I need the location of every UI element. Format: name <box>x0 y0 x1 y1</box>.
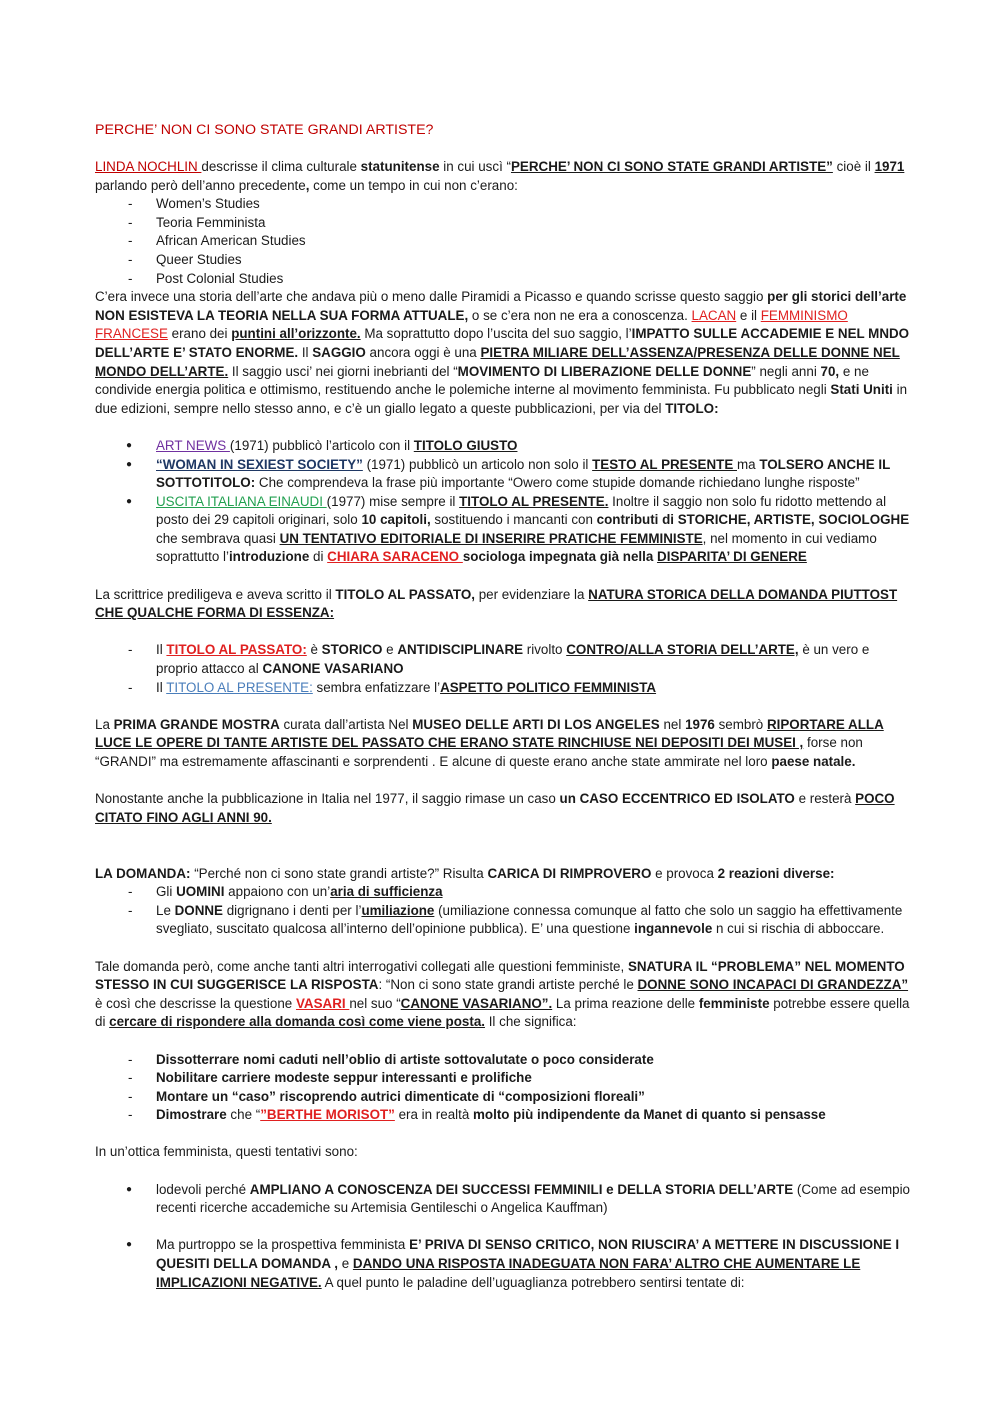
list-item <box>95 883 910 902</box>
text-run: PRIMA GRANDE MOSTRA <box>113 716 280 732</box>
text-run: (1977) mise sempre il <box>326 493 460 509</box>
text-run: sostituendo i mancanti con <box>430 512 597 528</box>
title-tense-paragraph <box>95 586 910 623</box>
text-run: Inoltre il saggio non solo fu ridotto mettendo al posto dei 29 capitoli originari, solo <box>156 493 887 528</box>
list-item <box>95 679 910 698</box>
text-emphasis <box>638 977 909 992</box>
text-run: 1976 <box>685 716 715 732</box>
text-run: 2 reazioni diverse: <box>717 865 835 881</box>
text-run: Nonostante anche la pubblicazione in Italia nel 1977, il saggio rimase un caso <box>95 791 560 807</box>
italy-paragraph <box>95 790 910 827</box>
text-run: statunitense <box>360 159 440 174</box>
text-run: La scrittrice prediligeva e aveva scritto il <box>95 586 336 602</box>
text-emphasis <box>511 159 833 174</box>
actions-list <box>95 1051 910 1125</box>
text-run: Gli <box>156 884 177 900</box>
text-run: sembrò <box>714 716 767 732</box>
text-run: MOVIMENTO DI LIBERAZIONE DELLE DONNE <box>457 363 752 379</box>
text-run: NATURA STORICA DELLA DOMANDA PIUTTOST CHE QUALCHE FORMA DI ESSENZA: <box>95 586 898 621</box>
text-run: per gli storici dell’arte NON ESISTEVA LA TEORIA NELLA SUA FORMA ATTUALE, <box>95 289 907 323</box>
text-run: Dissotterrare nomi caduti nell’oblio di artiste sottovalutate o poco considerate <box>156 1051 654 1067</box>
text-run: che “ <box>226 1107 261 1123</box>
text-run: CANONE VASARIANO <box>262 661 404 677</box>
text-run: (1971) pubblicò l’articolo con il <box>229 437 414 453</box>
text-run: lodevoli perché <box>156 1181 250 1197</box>
text-run: 70, <box>820 363 840 379</box>
text-run: UN TENTATIVO EDITORIALE DI INSERIRE PRATICHE FEMMINISTE <box>279 530 703 546</box>
text-run: paese natale. <box>771 754 856 769</box>
text-emphasis <box>657 549 807 564</box>
text-run: ASPETTO POLITICO FEMMINISTA <box>440 679 657 695</box>
text-run: parlando però dell’anno precedente <box>95 177 306 193</box>
text-run: erano dei <box>167 326 232 342</box>
list-item <box>95 456 910 493</box>
text-run: A quel punto le paladine dell’uguaglianza potrebbero sentirsi tentate di: <box>321 1274 745 1290</box>
text-run: , nel momento in cui vediamo soprattutto l’ <box>156 530 877 565</box>
list-item <box>95 1088 910 1107</box>
text-run: DONNE <box>174 902 223 918</box>
text-run: Le <box>156 902 175 918</box>
text-run: LA DOMANDA: <box>95 865 191 881</box>
text-run: per evidenziare la <box>475 586 589 602</box>
text-run: in due edizioni, sempre nello stesso anno, e c’è un giallo legato a queste pubblicazioni, per via del <box>95 382 908 416</box>
text-emphasis <box>875 159 905 174</box>
text-run: Il <box>156 679 167 695</box>
text-run: “Perché non ci sono state grandi artiste?” Risulta <box>190 865 488 881</box>
list-item: - Queer Studies <box>95 251 910 270</box>
intro-paragraph <box>95 158 910 195</box>
text-emphasis <box>280 531 703 546</box>
text-run: curata dall’artista Nel <box>279 716 413 732</box>
text-run: TITOLO AL PASSATO: <box>166 642 307 658</box>
text-run: 10 capitoli, <box>361 512 431 528</box>
text-run: cercare di rispondere alla domanda così come viene posta. <box>109 1014 485 1030</box>
text-run: Tale domanda però, come anche tanti altri interrogativi collegati alle questioni femministe, <box>95 958 628 974</box>
text-run: TOLSERO ANCHE IL SOTTOTITOLO: <box>156 456 891 491</box>
text-run: forse non “GRANDI” ma estremamente affascinanti e sorprendenti . E alcune di queste erano anche state ammirate nel loro <box>95 735 863 769</box>
text-run: Il <box>156 642 167 658</box>
text-run: come un tempo in cui non c’erano: <box>309 177 518 193</box>
text-emphasis <box>296 996 349 1011</box>
text-run: rivolto <box>523 642 567 658</box>
text-run: e il <box>736 307 761 323</box>
list-item: - Teoria Femminista <box>95 214 910 233</box>
evaluation-list <box>95 1181 910 1293</box>
text-run: nel <box>659 716 686 732</box>
text-emphasis <box>327 549 463 564</box>
list-item <box>95 902 910 939</box>
list-item <box>95 641 910 678</box>
book-title: PERCHE’ NON CI SONO STATE GRANDI ARTISTE” <box>510 159 833 174</box>
text-emphasis <box>330 884 442 899</box>
text-run: è un vero e proprio attacco al <box>156 642 870 677</box>
text-run: : “Non ci sono state grandi artiste perché le <box>378 977 638 993</box>
publications-list <box>95 437 910 567</box>
text-run: e <box>382 642 398 658</box>
text-run: RIPORTARE ALLA LUCE LE OPERE DI TANTE ARTISTE DEL PASSATO CHE ERANO STATE RINCHIUSE NEI DEPOSITI DEI MUSEI , <box>95 716 884 751</box>
list-item: - African American Studies <box>95 232 910 251</box>
text-emphasis <box>156 457 363 472</box>
text-run: ingannevole <box>634 921 713 937</box>
text-run: TITOLO AL PRESENTE: <box>166 679 313 695</box>
text-run: TITOLO AL PASSATO, <box>335 586 476 602</box>
text-run: e ne condivide energia politica e ottimismo, restituendo anche le polemiche interne al movimento femminista. Fu pubblicato negli <box>95 363 869 398</box>
text-run: ART NEWS <box>156 437 230 453</box>
history-paragraph <box>95 288 910 418</box>
text-run: femministe <box>698 995 770 1011</box>
text-run: POCO CITATO FINO AGLI ANNI 90. <box>95 791 895 825</box>
text-run: Ma purtroppo se la prospettiva femminista <box>156 1237 410 1253</box>
text-run: AMPLIANO A CONOSCENZA DEI SUCCESSI FEMMINILI e DELLA STORIA DELL’ARTE <box>249 1181 794 1197</box>
list-item <box>95 493 910 567</box>
list-item <box>95 1181 910 1218</box>
text-emphasis <box>566 642 798 657</box>
text-run: ” negli anni <box>751 363 821 379</box>
text-run: è <box>306 642 322 658</box>
text-run: SNATURA IL “PROBLEMA” NEL MOMENTO STESSO IN CUI SUGGERISCE LA RISPOSTA <box>95 958 905 993</box>
text-run: e provoca <box>651 865 718 881</box>
text-emphasis <box>109 1014 485 1029</box>
text-run: TITOLO GIUSTO <box>413 437 518 453</box>
list-item: - Women’s Studies <box>95 195 910 214</box>
text-run: (Come ad esempio recenti ricerche accademiche su Artemisia Gentileschi o Angelica Kauffman) <box>156 1181 910 1216</box>
text-run: TESTO AL PRESENTE <box>592 456 737 472</box>
text-emphasis <box>231 326 360 341</box>
text-run: e <box>338 1256 353 1272</box>
text-emphasis <box>361 903 434 918</box>
text-run: E’ PRIVA DI SENSO CRITICO, NON RIUSCIRA’ A METTERE IN DISCUSSIONE I QUESITI DELLA DOMANDA , <box>156 1237 900 1272</box>
text-run: (umiliazione connessa comunque al fatto che solo un saggio ha effettivamente svegliato, suscitato qualcosa all’interno dell’opinione pubblica). E’ una questione <box>156 902 903 937</box>
list-item <box>95 1069 910 1088</box>
text-run: La <box>95 716 114 732</box>
text-run: sociologa impegnata già nella <box>462 549 658 565</box>
text-run: Il che significa: <box>484 1014 577 1030</box>
question-paragraph <box>95 865 910 884</box>
text-run: IMPATTO SULLE ACCADEMIE E NEL MNDO DELL’ARTE E’ STATO ENORME. <box>95 326 910 360</box>
text-run: n cui si rischia di abboccare. <box>712 921 885 937</box>
text-run: USCITA ITALIANA EINAUDI <box>156 493 327 509</box>
text-run: CONTRO/ALLA STORIA DELL’ARTE, <box>566 642 799 658</box>
text-run: cioè il <box>832 159 875 174</box>
text-run: LACAN <box>691 307 737 323</box>
list-item <box>95 1236 910 1292</box>
text-run: Che comprendeva la frase più importante “Owero come stupide domande richiedano lunghe risposte” <box>255 475 860 491</box>
text-run: appaiono con un’ <box>224 884 331 900</box>
text-run: TITOLO AL PRESENTE. <box>459 493 609 509</box>
text-run: puntini all’orizzonte. <box>231 326 361 342</box>
text-run: umiliazione <box>361 902 435 918</box>
text-emphasis <box>459 494 608 509</box>
text-run: DANDO UNA RISPOSTA INADEGUATA NON FARA’ ALTRO CHE AUMENTARE LE IMPLICAZIONI NEGATIVE. <box>156 1256 861 1290</box>
text-run: DONNE SONO INCAPACI DI GRANDEZZA” <box>637 977 909 993</box>
text-run: un CASO ECCENTRICO ED ISOLATO <box>559 791 795 807</box>
exhibition-paragraph <box>95 716 910 772</box>
text-run: e resterà <box>794 791 856 807</box>
text-run: STORICO <box>321 642 383 658</box>
list-item <box>95 1106 910 1125</box>
text-emphasis <box>440 680 656 695</box>
text-run: CARICA DI RIMPROVERO <box>487 865 652 881</box>
text-run: FEMMINISMO FRANCESE <box>95 307 848 342</box>
text-run: ma <box>736 456 760 472</box>
text-run: in cui uscì “ <box>439 159 511 174</box>
reactions-list <box>95 883 910 939</box>
text-run: sembra enfatizzare l’ <box>312 679 441 695</box>
document-page <box>95 120 910 1292</box>
text-run: 1971 <box>874 159 905 174</box>
text-run: “WOMAN IN SEXIEST SOCIETY” <box>156 456 363 472</box>
studies-list <box>95 195 910 288</box>
text-run: Montare un “caso” riscoprendo autrici dimenticate di “composizioni floreali” <box>156 1088 645 1104</box>
titles-list <box>95 641 910 697</box>
text-run: CHIARA SARACENO <box>327 549 463 565</box>
text-run: che sembrava quasi <box>156 530 280 546</box>
text-run: nel suo “ <box>349 995 401 1011</box>
text-run: TITOLO: <box>665 400 719 416</box>
list-item <box>95 437 910 456</box>
text-run: Ma soprattutto dopo l’uscita del suo saggio, l’ <box>360 326 632 342</box>
text-emphasis <box>401 996 553 1011</box>
text-emphasis <box>166 642 306 657</box>
text-run: Nobilitare carriere modeste seppur interessanti e prolifiche <box>156 1070 532 1086</box>
list-item <box>95 1051 910 1070</box>
text-run: era in realtà <box>394 1107 474 1123</box>
text-run: ”BERTHE MORISOT” <box>260 1107 395 1123</box>
text-run: digrignano i denti per l’ <box>222 902 362 918</box>
text-run: (1971) pubblicò un articolo non solo il <box>362 456 593 472</box>
distortion-paragraph <box>95 958 910 1032</box>
text-run: , <box>305 177 310 193</box>
text-run: descrisse il clima culturale <box>201 159 361 174</box>
text-emphasis <box>260 1107 395 1122</box>
text-run: SAGGIO <box>312 344 366 360</box>
text-run: La prima reazione delle <box>552 995 699 1011</box>
text-run: o se c’era non ne era a conoscenza. <box>468 307 692 323</box>
text-run: DISPARITA’ DI GENERE <box>657 549 807 565</box>
text-run: contributi di STORICHE, ARTISTE, SOCIOLOGHE <box>596 512 910 528</box>
text-run: molto più indipendente da Manet di quanto si pensasse <box>473 1107 826 1123</box>
text-run: UOMINI <box>176 884 225 900</box>
text-run: introduzione <box>228 549 310 565</box>
text-run: Il saggio usci’ nei giorni inebrianti del “ <box>228 363 458 379</box>
text-run: C’era invece una storia dell’arte che andava più o meno dalle Piramidi a Picasso e quando scrisse questo saggio <box>95 289 768 305</box>
text-run: PIETRA MILIARE DELL’ASSENZA/PRESENZA DELLE DONNE NEL MONDO DELL’ARTE. <box>95 344 900 379</box>
text-run: MUSEO DELLE ARTI DI LOS ANGELES <box>412 716 660 732</box>
text-run: Il <box>298 344 313 360</box>
text-run: di <box>309 549 328 565</box>
text-emphasis <box>592 457 737 472</box>
text-run: Dimostrare <box>156 1107 227 1123</box>
text-run: VASARI <box>295 995 350 1011</box>
list-item: - Post Colonial Studies <box>95 270 910 289</box>
page-title: PERCHE’ NON CI SONO STATE GRANDI ARTISTE? <box>95 122 434 138</box>
text-run: è così che descrisse la questione <box>95 995 296 1011</box>
feminist-view-paragraph: In un’ottica femminista, questi tentativi sono: <box>95 1144 358 1160</box>
text-emphasis <box>414 438 518 453</box>
text-run: Stati Uniti <box>830 382 893 398</box>
text-run: ancora oggi è una <box>365 344 481 360</box>
text-run: potrebbe essere quella di <box>95 995 910 1030</box>
text-run: ANTIDISCIPLINARE <box>397 642 524 658</box>
author-name: LINDA NOCHLIN <box>95 159 202 174</box>
text-run: CANONE VASARIANO”. <box>400 995 553 1011</box>
text-run: aria di sufficienza <box>330 884 443 900</box>
